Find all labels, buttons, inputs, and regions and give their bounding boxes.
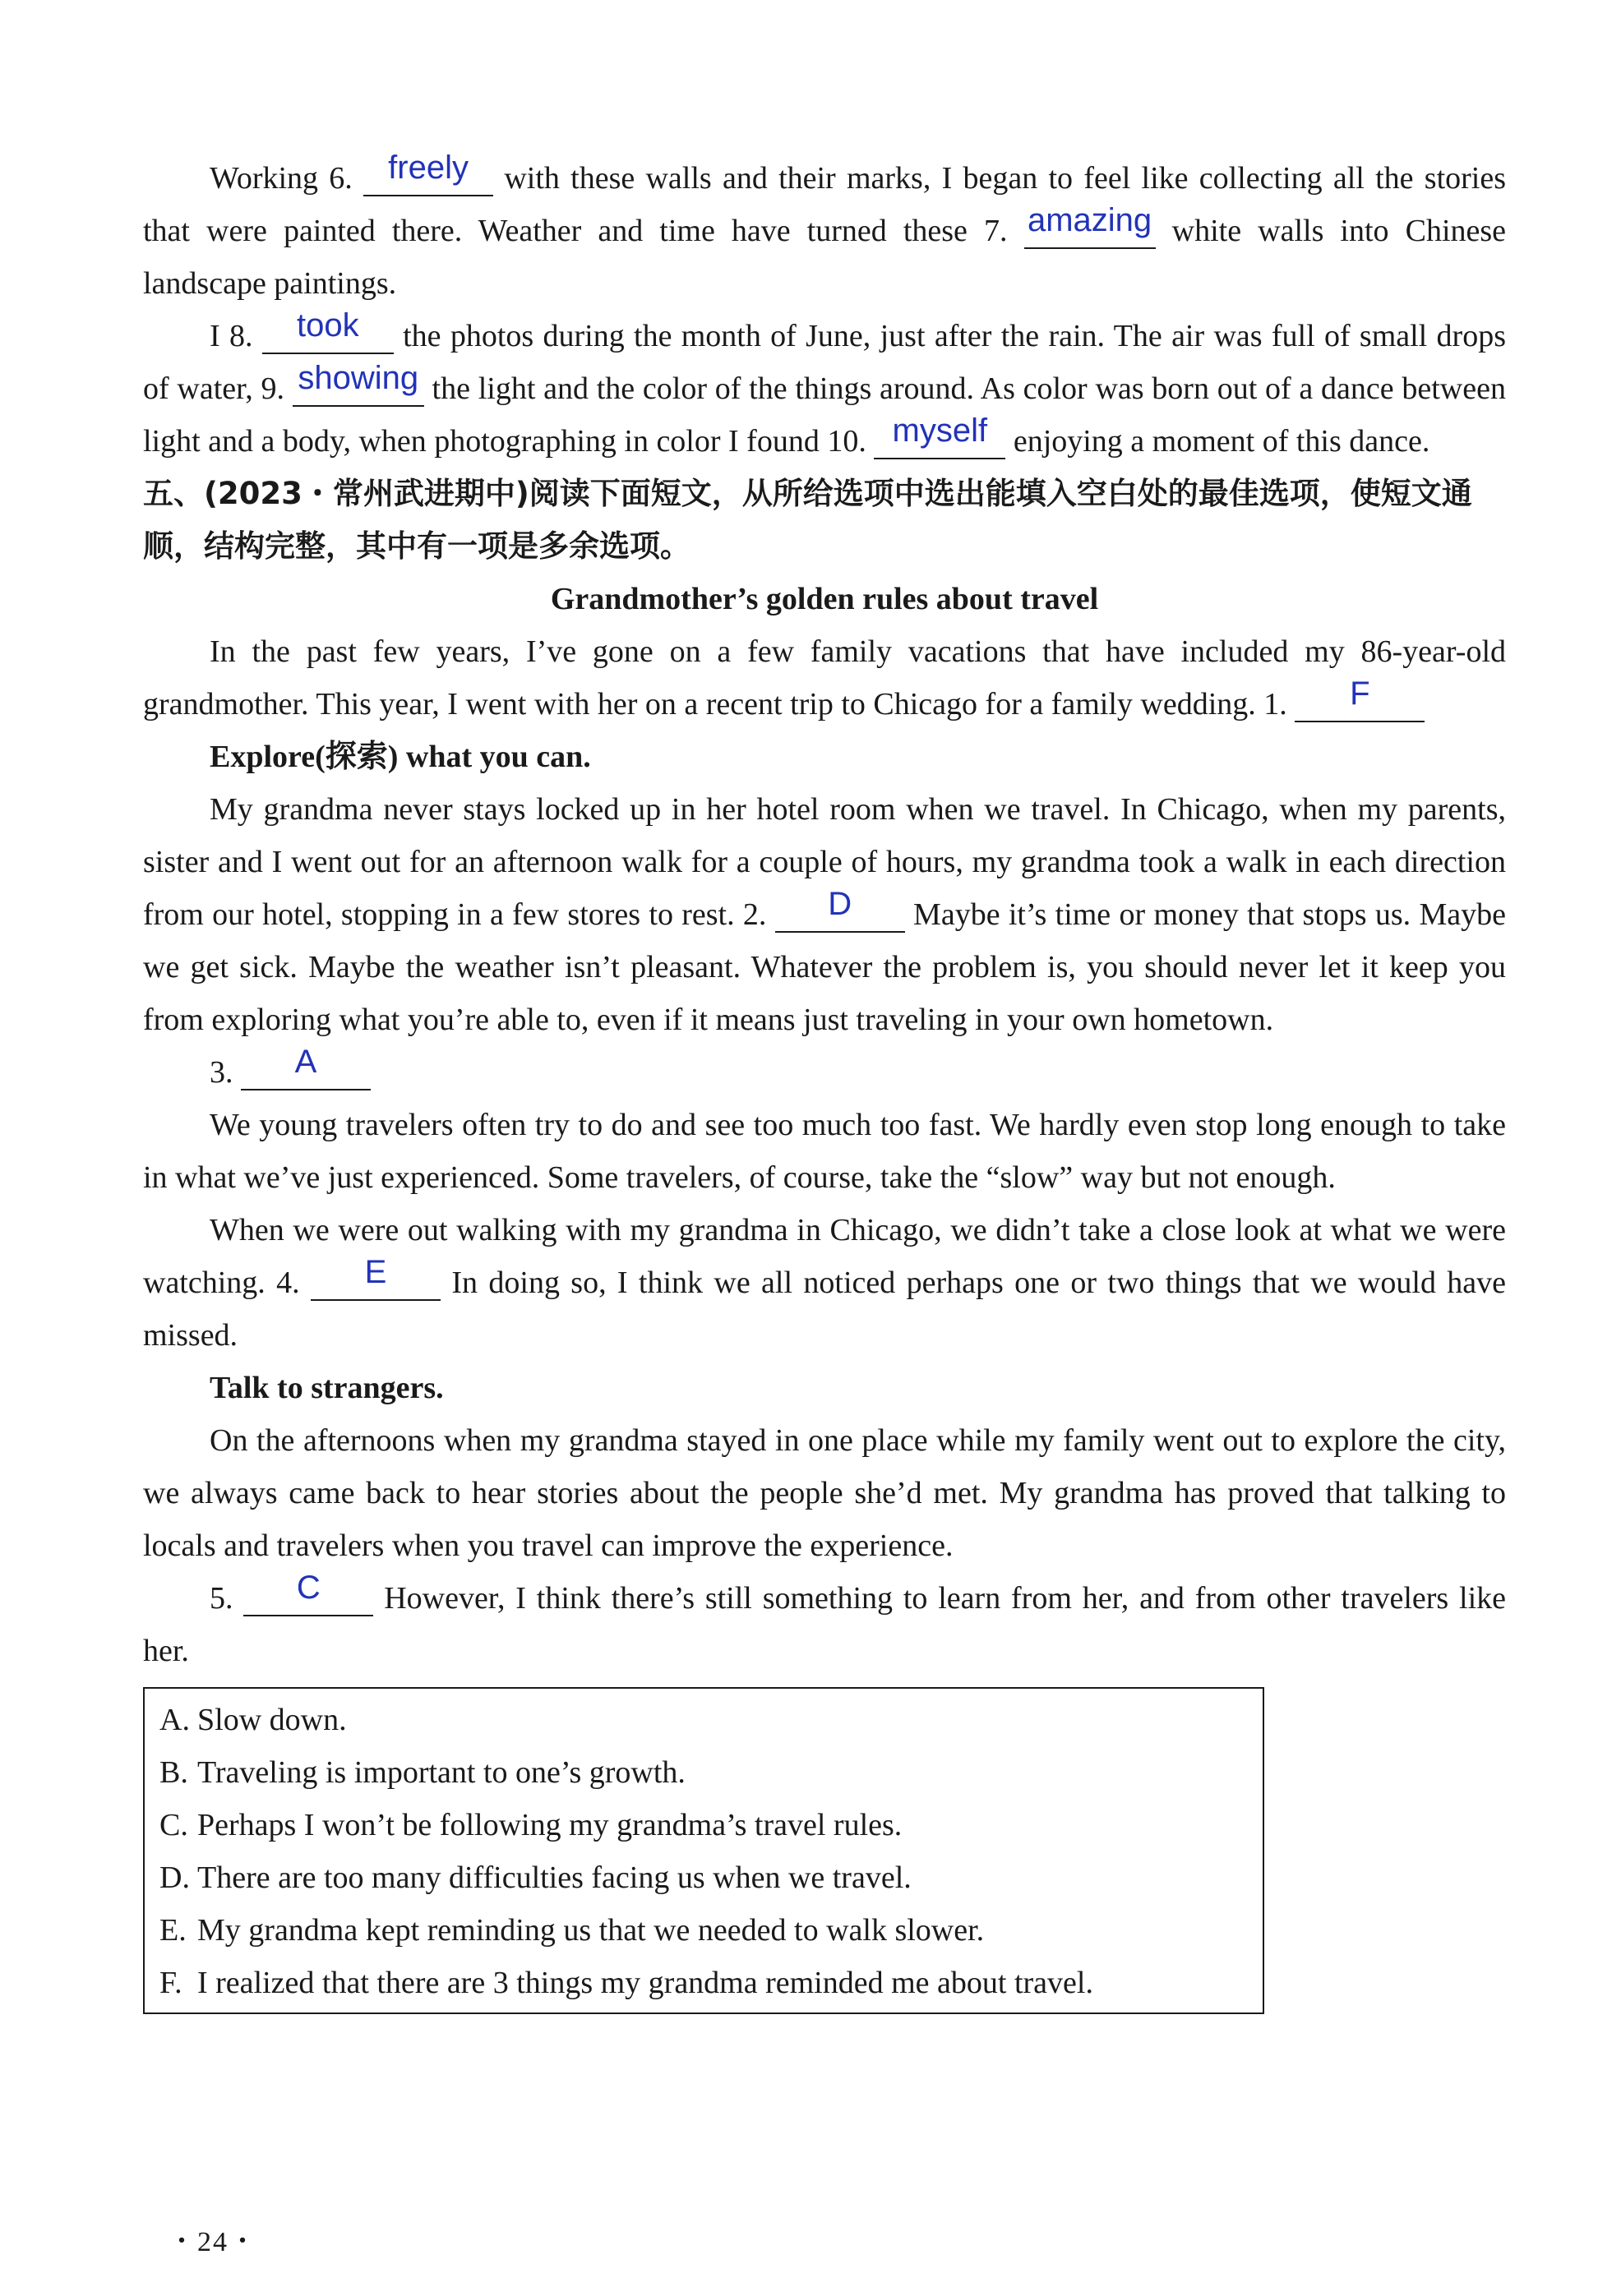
- option-text: Perhaps I won’t be following my grandma’s travel rules.: [197, 1808, 903, 1842]
- text: However, I think there’s still something to learn from her, and from other travelers like her.: [143, 1581, 1507, 1668]
- answer-blank-2: [775, 886, 905, 933]
- text: When we were out walking with my grandma in Chicago, we didn’t take a close look at what we were watching. 4.: [143, 1213, 1506, 1300]
- option-b: [159, 1746, 1263, 1799]
- text: Working 6.: [210, 161, 353, 196]
- option-key: E.: [159, 1913, 187, 1948]
- passage-paragraph-6: [143, 1572, 1506, 1677]
- text: I 8.: [210, 319, 253, 353]
- passage-paragraph-4: [143, 1204, 1506, 1362]
- answer-blank-3: [241, 1044, 371, 1090]
- answer-blank-4: [311, 1254, 441, 1301]
- option-e: [159, 1904, 1263, 1957]
- text: Maybe it’s time or money that stops us. Maybe we get sick. Maybe the weather isn’t pleasant. Whatever the problem is, you should never let it keep you from exploring what you’re able to, even if it means just traveling in your own hometown.: [143, 897, 1507, 1037]
- options-box: [143, 1687, 1264, 2014]
- paragraph-working: [143, 152, 1506, 310]
- option-key: B.: [159, 1755, 188, 1790]
- handwritten-answer: D: [828, 886, 852, 922]
- text: enjoying a moment of this dance.: [1013, 424, 1430, 459]
- handwritten-answer: took: [296, 307, 359, 343]
- passage-title: Grandmother’s golden rules about travel: [550, 582, 1099, 616]
- handwritten-answer: amazing: [1027, 202, 1152, 238]
- passage-paragraph-2: [143, 783, 1506, 1046]
- answer-blank-5: [243, 1570, 373, 1616]
- section-instruction: 五、(2023・常州武进期中)阅读下面短文，从所给选项中选出能填入空白处的最佳选项，使短文通顺，结构完整，其中有一项是多余选项。: [143, 476, 1472, 564]
- option-text: My grandma kept reminding us that we needed to walk slower.: [197, 1913, 985, 1948]
- option-d: [159, 1851, 1263, 1904]
- handwritten-answer: A: [294, 1044, 317, 1080]
- handwritten-answer: F: [1350, 675, 1370, 712]
- handwritten-answer: E: [364, 1254, 387, 1290]
- text: In doing so, I think we all noticed perhaps one or two things that we would have missed.: [143, 1266, 1507, 1353]
- answer-blank-8: [262, 307, 394, 354]
- handwritten-answer: showing: [298, 360, 419, 396]
- text: the photos during the month of June, just after the rain. The air was full of small drops of water, 9.: [143, 319, 1506, 406]
- question-number: 3.: [210, 1055, 233, 1090]
- option-text: Traveling is important to one’s growth.: [197, 1755, 686, 1790]
- page-number: ・24・: [168, 2227, 258, 2257]
- passage-paragraph-5: On the afternoons when my grandma stayed in one place while my family went out to explore the city, we always came back to hear stories about the people she’d met. My grandma has proved that talking to locals and travelers when you travel can improve the experience.: [143, 1423, 1506, 1563]
- option-text: Slow down.: [197, 1703, 347, 1737]
- answer-blank-10: [874, 413, 1005, 459]
- handwritten-answer: freely: [388, 150, 469, 186]
- text: In the past few years, I’ve gone on a few family vacations that have included my 86-year-old grandmother. This year, I went with her on a recent trip to Chicago for a family wedding. 1.: [143, 634, 1506, 722]
- text: My grandma never stays locked up in her hotel room when we travel. In Chicago, when my parents, sister and I went out for an afternoon walk for a couple of hours, my grandma took a walk in each direction from our hotel, stopping in a few stores to rest. 2.: [143, 792, 1506, 932]
- question-number: 5.: [210, 1581, 233, 1616]
- passage-paragraph-3: We young travelers often try to do and see too much too fast. We hardly even stop long enough to take in what we’ve just experienced. Some travelers, of course, take the “slow” way but not enough.: [143, 1108, 1506, 1195]
- passage-paragraph-1: [143, 625, 1506, 731]
- subheading-strangers: Talk to strangers.: [210, 1371, 444, 1405]
- subheading-explore: Explore(探索) what you can.: [210, 740, 591, 774]
- option-f: [159, 1957, 1263, 2009]
- option-text: I realized that there are 3 things my grandma reminded me about travel.: [197, 1966, 1093, 2000]
- answer-blank-6: [363, 150, 493, 196]
- option-key: A.: [159, 1703, 190, 1737]
- option-key: F.: [159, 1966, 182, 2000]
- paragraph-photos: [143, 307, 1506, 468]
- text: white walls into Chinese landscape paintings.: [143, 214, 1507, 301]
- option-text: There are too many difficulties facing us when we travel.: [197, 1860, 912, 1895]
- option-key: D.: [159, 1860, 190, 1895]
- question-3-line: [143, 1046, 1506, 1099]
- option-a: [159, 1694, 1263, 1746]
- handwritten-answer: myself: [892, 413, 988, 449]
- text: with these walls and their marks, I began to feel like collecting all the stories that were painted there. Weather and time have turned these 7.: [143, 161, 1506, 248]
- answer-blank-7: [1024, 202, 1156, 249]
- answer-blank-1: [1295, 675, 1425, 722]
- handwritten-answer: C: [296, 1570, 321, 1606]
- text: the light and the color of the things around. As color was born out of a dance between light and a body, when photographing in color I found 10.: [143, 371, 1506, 459]
- answer-blank-9: [293, 360, 424, 407]
- option-key: C.: [159, 1808, 188, 1842]
- option-c: [159, 1799, 1263, 1851]
